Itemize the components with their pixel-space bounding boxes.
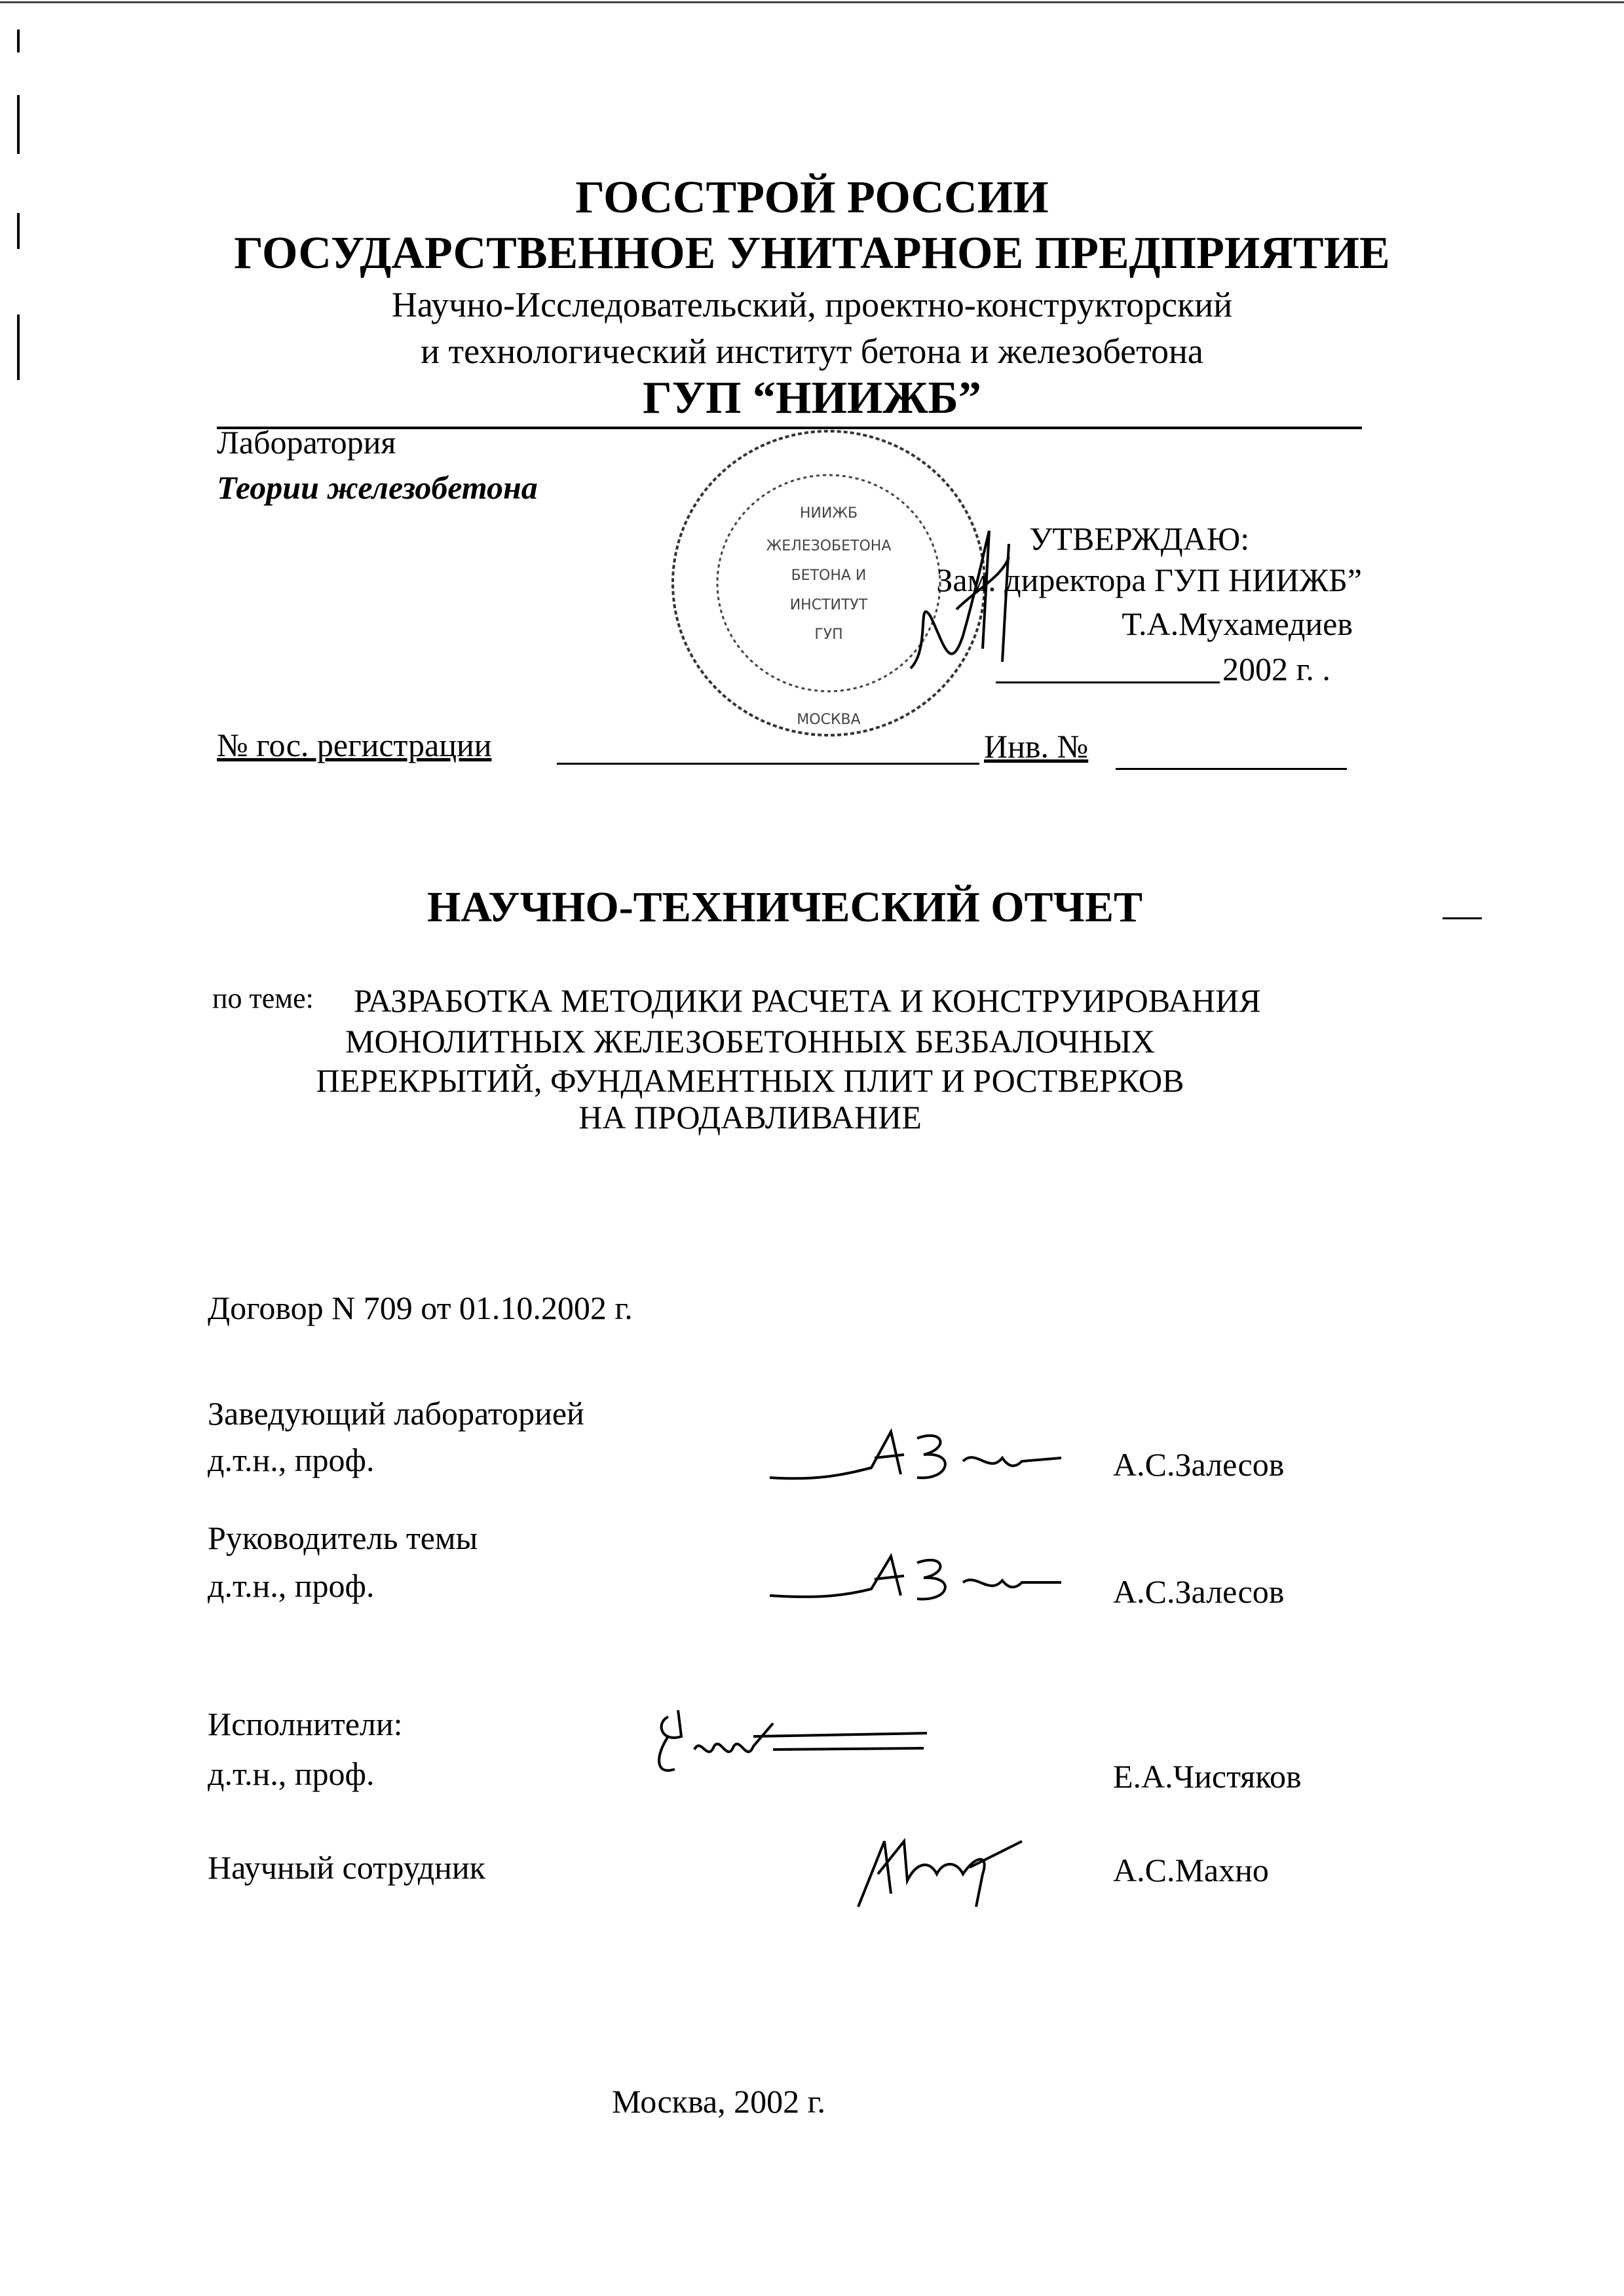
signatory-degree: д.т.н., проф.: [208, 1442, 375, 1478]
org-name-2: ГОСУДАРСТВЕННОЕ УНИТАРНОЕ ПРЕДПРИЯТИЕ: [234, 228, 1390, 278]
svg-text:ЖЕЛЕЗОБЕТОНА: ЖЕЛЕЗОБЕТОНА: [766, 538, 892, 554]
topic-line-4: НА ПРОДАВЛИВАНИЕ: [578, 1099, 922, 1136]
signatory-role: Научный сотрудник: [208, 1849, 485, 1886]
approval-name: Т.А.Мухамедиев: [1122, 605, 1353, 642]
svg-text:ГУП: ГУП: [814, 626, 843, 643]
svg-text:НИИЖБ: НИИЖБ: [799, 505, 858, 522]
signatory-name: А.С.Залесов: [1113, 1573, 1285, 1610]
signatory-degree: д.т.н., проф.: [208, 1567, 375, 1604]
institute-line-1: Научно-Исследовательский, проектно-конструкторский: [391, 285, 1233, 324]
institute-short-name: ГУП “НИИЖБ”: [643, 373, 981, 423]
lab-label: Лаборатория: [217, 424, 396, 461]
signatory-name: Е.А.Чистяков: [1113, 1758, 1302, 1795]
topic-line-3: ПЕРЕКРЫТИЙ, ФУНДАМЕНТНЫХ ПЛИТ И РОСТВЕРКОВ: [316, 1062, 1184, 1099]
topic-line-2: МОНОЛИТНЫХ ЖЕЛЕЗОБЕТОННЫХ БЕЗБАЛОЧНЫХ: [345, 1023, 1155, 1060]
approval-signature: [891, 518, 1048, 688]
inventory-line: [1116, 768, 1347, 770]
institute-line-2: и технологический институт бетона и железобетона: [421, 332, 1203, 371]
svg-text:МОСКВА: МОСКВА: [797, 712, 861, 728]
report-title: НАУЧНО-ТЕХНИЧЕСКИЙ ОТЧЕТ: [426, 883, 1143, 931]
signature: [845, 1828, 1029, 1920]
state-registration-label: № гос. регистрации: [217, 727, 492, 763]
signature: [642, 1697, 930, 1782]
inventory-label: Инв. №: [984, 728, 1089, 765]
approval-date: 2002 г. .: [1222, 651, 1331, 687]
topic-label: по теме:: [212, 982, 314, 1014]
signatory-name: А.С.Махно: [1113, 1852, 1269, 1888]
margin-mark: [17, 95, 20, 154]
signatory-role: Заведующий лабораторией: [208, 1395, 584, 1432]
signatory-role: Исполнители:: [208, 1706, 403, 1742]
state-registration-line: [557, 763, 979, 765]
margin-dash: [1443, 917, 1482, 919]
signature: [766, 1546, 1068, 1618]
signatory-degree: д.т.н., проф.: [208, 1755, 375, 1792]
approval-position: Зам. директора ГУП НИИЖБ”: [936, 562, 1362, 598]
svg-text:ИНСТИТУТ: ИНСТИТУТ: [789, 597, 868, 613]
place-and-year: Москва, 2002 г.: [612, 2083, 825, 2120]
svg-text:БЕТОНА И: БЕТОНА И: [791, 567, 867, 584]
signature: [766, 1422, 1068, 1494]
signatory-role: Руководитель темы: [208, 1520, 478, 1556]
margin-mark: [17, 29, 20, 52]
signatory-name: А.С.Залесов: [1113, 1446, 1285, 1483]
top-edge-line: [0, 1, 1624, 3]
contract-info: Договор N 709 от 01.10.2002 г.: [208, 1290, 633, 1326]
org-name-1: ГОССТРОЙ РОССИИ: [575, 172, 1049, 223]
approval-title: УТВЕРЖДАЮ:: [1029, 520, 1250, 557]
topic-line-1: РАЗРАБОТКА МЕТОДИКИ РАСЧЕТА И КОНСТРУИРОВАНИЯ: [354, 982, 1261, 1019]
lab-name: Теории железобетона: [217, 469, 538, 506]
